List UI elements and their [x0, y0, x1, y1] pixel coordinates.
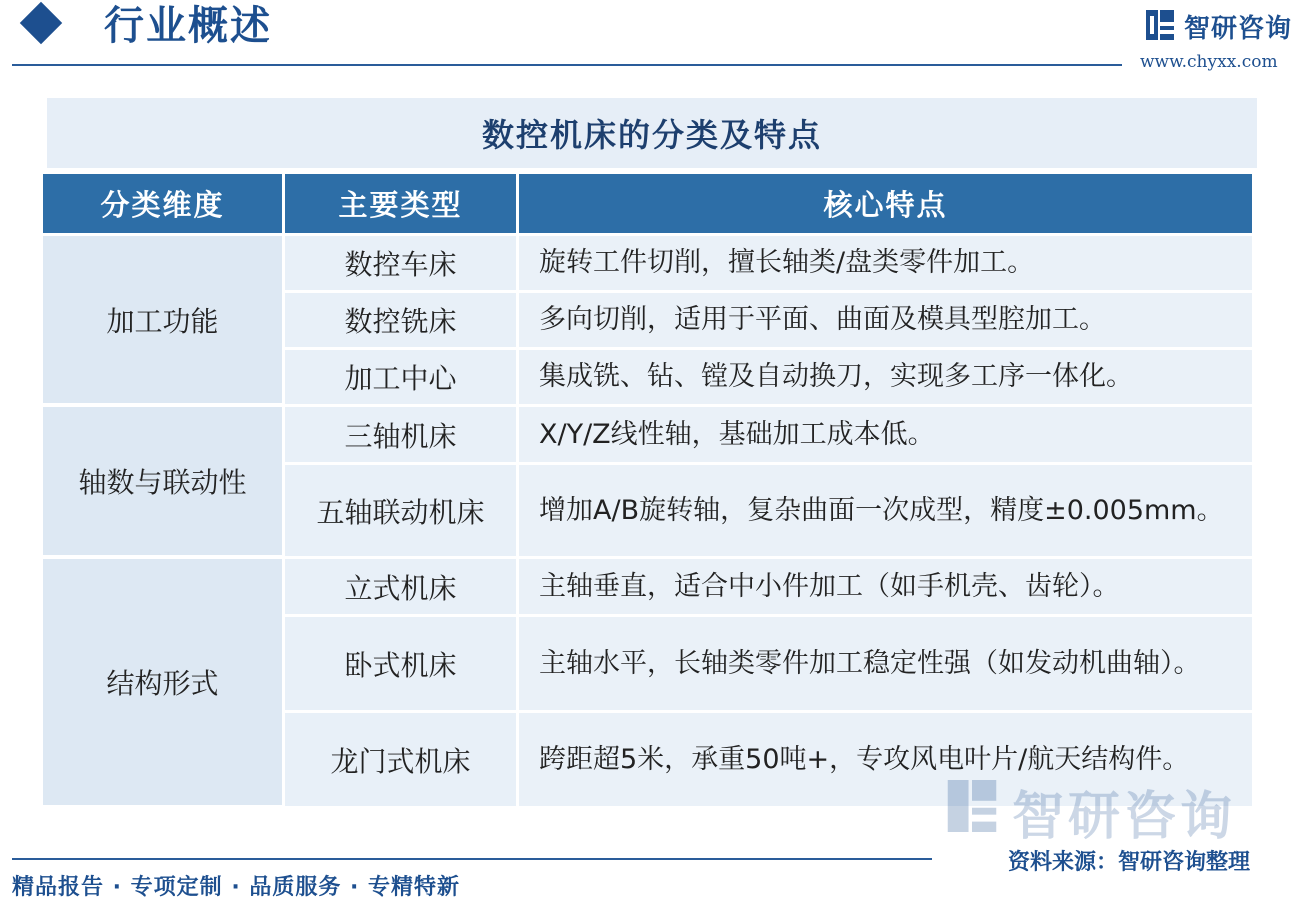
title-diamond-icon — [20, 2, 62, 44]
type-cell: 龙门式机床 — [285, 713, 519, 809]
type-cell: 卧式机床 — [285, 617, 519, 713]
header-cell-feature: 核心特点 — [519, 174, 1252, 236]
watermark-text: 智研咨询 — [1012, 787, 1237, 847]
page-title: 行业概述 — [104, 3, 272, 49]
category-cell: 加工功能 — [43, 236, 285, 407]
type-cell: 加工中心 — [285, 350, 519, 407]
category-cell: 轴数与联动性 — [43, 407, 285, 559]
header-cell-dimension: 分类维度 — [43, 174, 285, 236]
feature-cell: 多向切削，适用于平面、曲面及模具型腔加工。 — [519, 293, 1252, 350]
type-cell: 数控车床 — [285, 236, 519, 293]
feature-cell: 旋转工件切削，擅长轴类/盘类零件加工。 — [519, 236, 1252, 293]
feature-cell: 增加A/B旋转轴，复杂曲面一次成型，精度±0.005mm。 — [519, 465, 1252, 559]
feature-cell: 主轴水平，长轴类零件加工稳定性强（如发动机曲轴）。 — [519, 617, 1252, 713]
type-cell: 三轴机床 — [285, 407, 519, 465]
logo-name: 智研咨询 — [1184, 14, 1293, 44]
feature-cell: 跨距超5米，承重50吨+，专攻风电叶片/航天结构件。 — [519, 713, 1252, 809]
logo-url: www.chyxx.com — [1140, 52, 1278, 72]
type-cell: 立式机床 — [285, 559, 519, 617]
source-note: 资料来源：智研咨询整理 — [1008, 850, 1251, 875]
table-title: 数控机床的分类及特点 — [47, 98, 1257, 168]
type-cell: 数控铣床 — [285, 293, 519, 350]
header-divider — [12, 64, 1122, 66]
footer-slogan: 精品报告 · 专项定制 · 品质服务 · 专精特新 — [12, 875, 461, 900]
feature-cell: X/Y/Z线性轴，基础加工成本低。 — [519, 407, 1252, 465]
header-cell-type: 主要类型 — [285, 174, 519, 236]
feature-cell: 集成铣、钻、镗及自动换刀，实现多工序一体化。 — [519, 350, 1252, 407]
category-cell: 结构形式 — [43, 559, 285, 809]
feature-cell: 主轴垂直，适合中小件加工（如手机壳、齿轮）。 — [519, 559, 1252, 617]
footer-divider — [12, 858, 932, 860]
type-cell: 五轴联动机床 — [285, 465, 519, 559]
classification-table — [43, 174, 1252, 809]
logo-icon — [1146, 10, 1174, 40]
watermark-logo-icon — [946, 780, 998, 832]
